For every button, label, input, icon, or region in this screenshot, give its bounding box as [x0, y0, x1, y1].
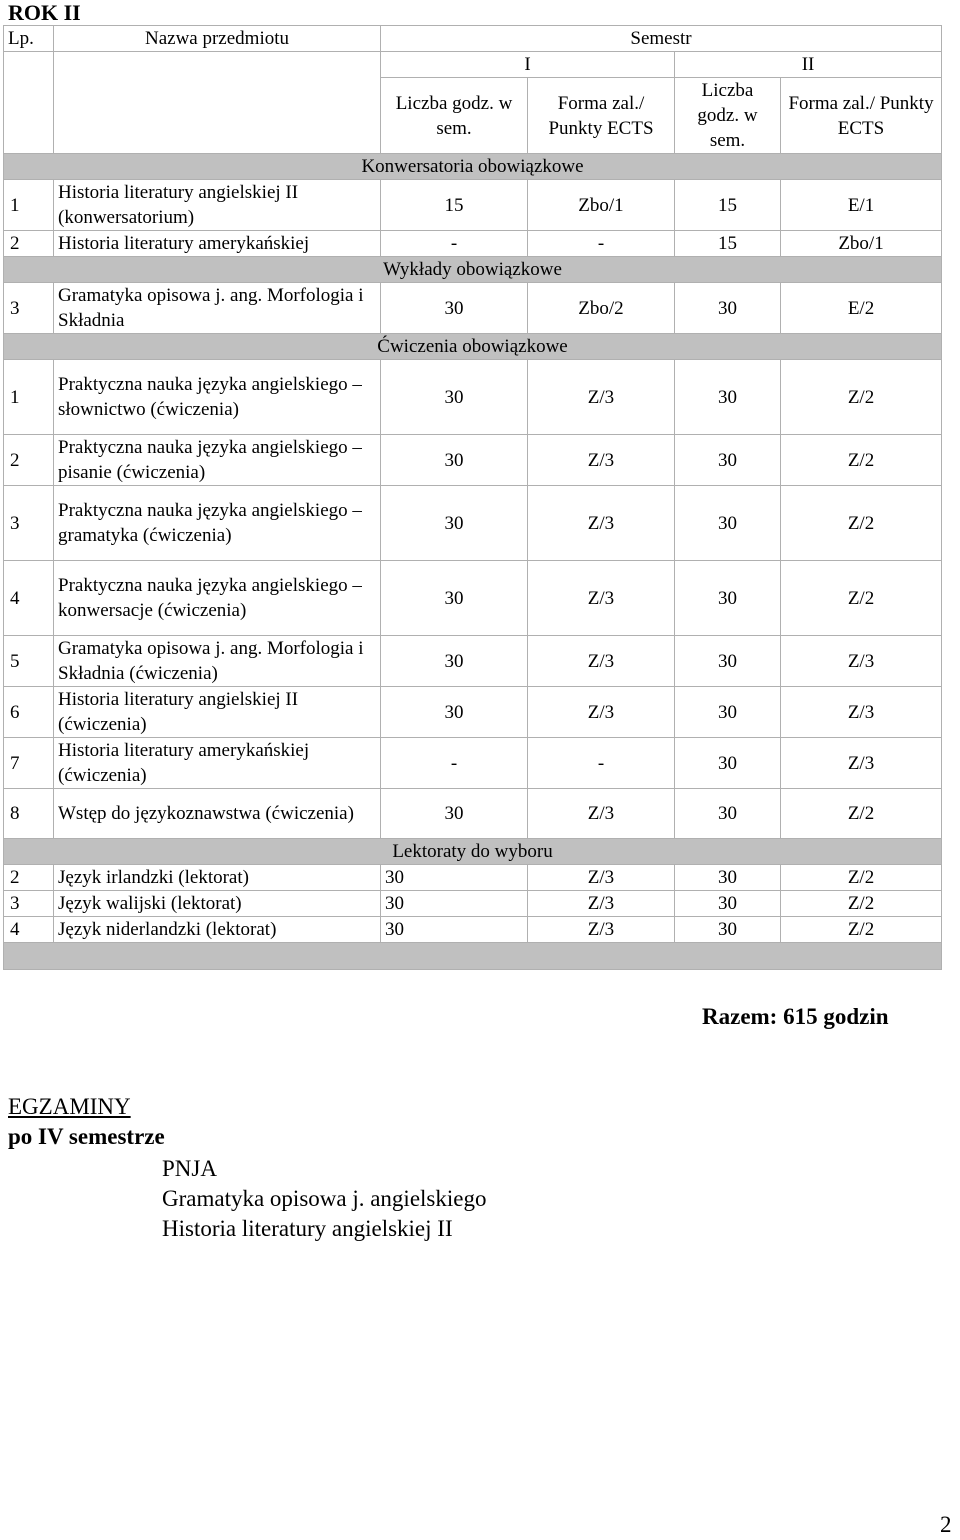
header-sem2: II	[675, 52, 942, 78]
header-lp: Lp.	[4, 26, 54, 52]
row-f1: Zbo/1	[528, 180, 675, 231]
row-name: Wstęp do językoznawstwa (ćwiczenia)	[54, 789, 381, 839]
curriculum-table	[3, 25, 942, 970]
row-f2: Z/2	[781, 891, 942, 917]
row-f2: Z/3	[781, 687, 942, 738]
row-f2: Z/2	[781, 865, 942, 891]
row-h1: 30	[381, 561, 528, 636]
row-f2: Z/3	[781, 636, 942, 687]
header-form2: Forma zal./ Punkty ECTS	[781, 78, 942, 154]
row-f1: Z/3	[528, 891, 675, 917]
row-f2: E/2	[781, 283, 942, 334]
header-hours1: Liczba godz. w sem.	[381, 78, 528, 154]
row-lp: 3	[4, 486, 54, 561]
row-h1: 30	[381, 865, 528, 891]
row-f1: Z/3	[528, 561, 675, 636]
row-name: Historia literatury angielskiej II (ćwiczenia)	[54, 687, 381, 738]
header-row-2	[4, 52, 942, 78]
section-title: Lektoraty do wyboru	[4, 839, 942, 865]
exam-item: Historia literatury angielskiej II	[162, 1216, 453, 1241]
header-hours2: Liczba godz. w sem.	[675, 78, 781, 154]
table-row	[4, 231, 942, 257]
row-lp: 4	[4, 917, 54, 943]
row-f1: Z/3	[528, 636, 675, 687]
table-row	[4, 283, 942, 334]
row-f1: Zbo/2	[528, 283, 675, 334]
row-lp: 3	[4, 891, 54, 917]
row-f1: Z/3	[528, 435, 675, 486]
exam-item: Gramatyka opisowa j. angielskiego	[162, 1186, 487, 1211]
row-f1: -	[528, 738, 675, 789]
row-f1: Z/3	[528, 789, 675, 839]
row-h2: 30	[675, 687, 781, 738]
row-lp: 8	[4, 789, 54, 839]
table-row	[4, 636, 942, 687]
row-f2: Zbo/1	[781, 231, 942, 257]
row-name: Gramatyka opisowa j. ang. Morfologia i Składnia	[54, 283, 381, 334]
header-row-1	[4, 26, 942, 52]
row-h1: 30	[381, 917, 528, 943]
section-konwersatoria	[4, 154, 942, 180]
row-lp: 2	[4, 865, 54, 891]
table-row	[4, 180, 942, 231]
row-f1: Z/3	[528, 865, 675, 891]
table-row	[4, 561, 942, 636]
row-lp: 1	[4, 360, 54, 435]
page-number: 2	[940, 1512, 952, 1537]
row-lp: 7	[4, 738, 54, 789]
row-h2: 30	[675, 917, 781, 943]
row-h2: 15	[675, 231, 781, 257]
header-subject: Nazwa przedmiotu	[54, 26, 381, 52]
row-h2: 30	[675, 486, 781, 561]
row-f2: Z/3	[781, 738, 942, 789]
row-name: Język walijski (lektorat)	[54, 891, 381, 917]
row-f1: Z/3	[528, 360, 675, 435]
table-row	[4, 486, 942, 561]
row-f2: Z/2	[781, 789, 942, 839]
section-wyklady	[4, 257, 942, 283]
row-name: Historia literatury amerykańskiej (ćwiczenia)	[54, 738, 381, 789]
section-title: Konwersatoria obowiązkowe	[4, 154, 942, 180]
row-h2: 30	[675, 360, 781, 435]
row-h2: 30	[675, 636, 781, 687]
exam-item: PNJA	[162, 1156, 217, 1181]
row-name: Język niderlandzki (lektorat)	[54, 917, 381, 943]
row-lp: 2	[4, 435, 54, 486]
row-h1: -	[381, 231, 528, 257]
row-lp: 5	[4, 636, 54, 687]
row-f2: Z/2	[781, 561, 942, 636]
row-f1: Z/3	[528, 486, 675, 561]
table-row	[4, 917, 942, 943]
section-title: Wykłady obowiązkowe	[4, 257, 942, 283]
row-name: Praktyczna nauka języka angielskiego – słownictwo (ćwiczenia)	[54, 360, 381, 435]
row-name: Historia literatury angielskiej II (konwersatorium)	[54, 180, 381, 231]
row-h1: 30	[381, 636, 528, 687]
row-h1: 30	[381, 486, 528, 561]
row-name: Historia literatury amerykańskiej	[54, 231, 381, 257]
header-semester: Semestr	[381, 26, 942, 52]
table-row	[4, 891, 942, 917]
row-h2: 15	[675, 180, 781, 231]
row-h1: -	[381, 738, 528, 789]
total-hours: Razem: 615 godzin	[702, 1004, 889, 1029]
table-row	[4, 865, 942, 891]
row-h2: 30	[675, 283, 781, 334]
row-name: Praktyczna nauka języka angielskiego – pisanie (ćwiczenia)	[54, 435, 381, 486]
row-h2: 30	[675, 789, 781, 839]
row-h1: 30	[381, 789, 528, 839]
page-title: ROK II	[8, 0, 81, 25]
row-f1: -	[528, 231, 675, 257]
row-h2: 30	[675, 435, 781, 486]
row-h1: 30	[381, 435, 528, 486]
section-lektoraty	[4, 839, 942, 865]
row-lp: 1	[4, 180, 54, 231]
row-h2: 30	[675, 865, 781, 891]
row-lp: 2	[4, 231, 54, 257]
row-h2: 30	[675, 891, 781, 917]
row-h1: 30	[381, 283, 528, 334]
row-lp: 4	[4, 561, 54, 636]
row-name: Praktyczna nauka języka angielskiego – konwersacje (ćwiczenia)	[54, 561, 381, 636]
row-name: Gramatyka opisowa j. ang. Morfologia i Składnia (ćwiczenia)	[54, 636, 381, 687]
exams-subheading: po IV semestrze	[8, 1124, 165, 1149]
table-row	[4, 360, 942, 435]
row-f2: Z/2	[781, 486, 942, 561]
row-f2: E/1	[781, 180, 942, 231]
header-row-3	[4, 78, 942, 154]
row-h2: 30	[675, 561, 781, 636]
row-h1: 15	[381, 180, 528, 231]
row-f2: Z/2	[781, 917, 942, 943]
header-form1: Forma zal./ Punkty ECTS	[528, 78, 675, 154]
row-f1: Z/3	[528, 687, 675, 738]
empty-footer-bar	[4, 943, 942, 970]
row-f1: Z/3	[528, 917, 675, 943]
section-title: Ćwiczenia obowiązkowe	[4, 334, 942, 360]
row-h2: 30	[675, 738, 781, 789]
row-h1: 30	[381, 687, 528, 738]
row-h1: 30	[381, 360, 528, 435]
exams-heading: EGZAMINY	[8, 1094, 131, 1119]
row-name: Praktyczna nauka języka angielskiego – gramatyka (ćwiczenia)	[54, 486, 381, 561]
table-row	[4, 435, 942, 486]
row-f2: Z/2	[781, 435, 942, 486]
row-name: Język irlandzki (lektorat)	[54, 865, 381, 891]
exams-list	[162, 1154, 486, 1244]
header-sem1: I	[381, 52, 675, 78]
row-f2: Z/2	[781, 360, 942, 435]
table-row	[4, 738, 942, 789]
table-row	[4, 687, 942, 738]
section-cwiczenia	[4, 334, 942, 360]
row-h1: 30	[381, 891, 528, 917]
table-row	[4, 789, 942, 839]
row-lp: 6	[4, 687, 54, 738]
row-lp: 3	[4, 283, 54, 334]
